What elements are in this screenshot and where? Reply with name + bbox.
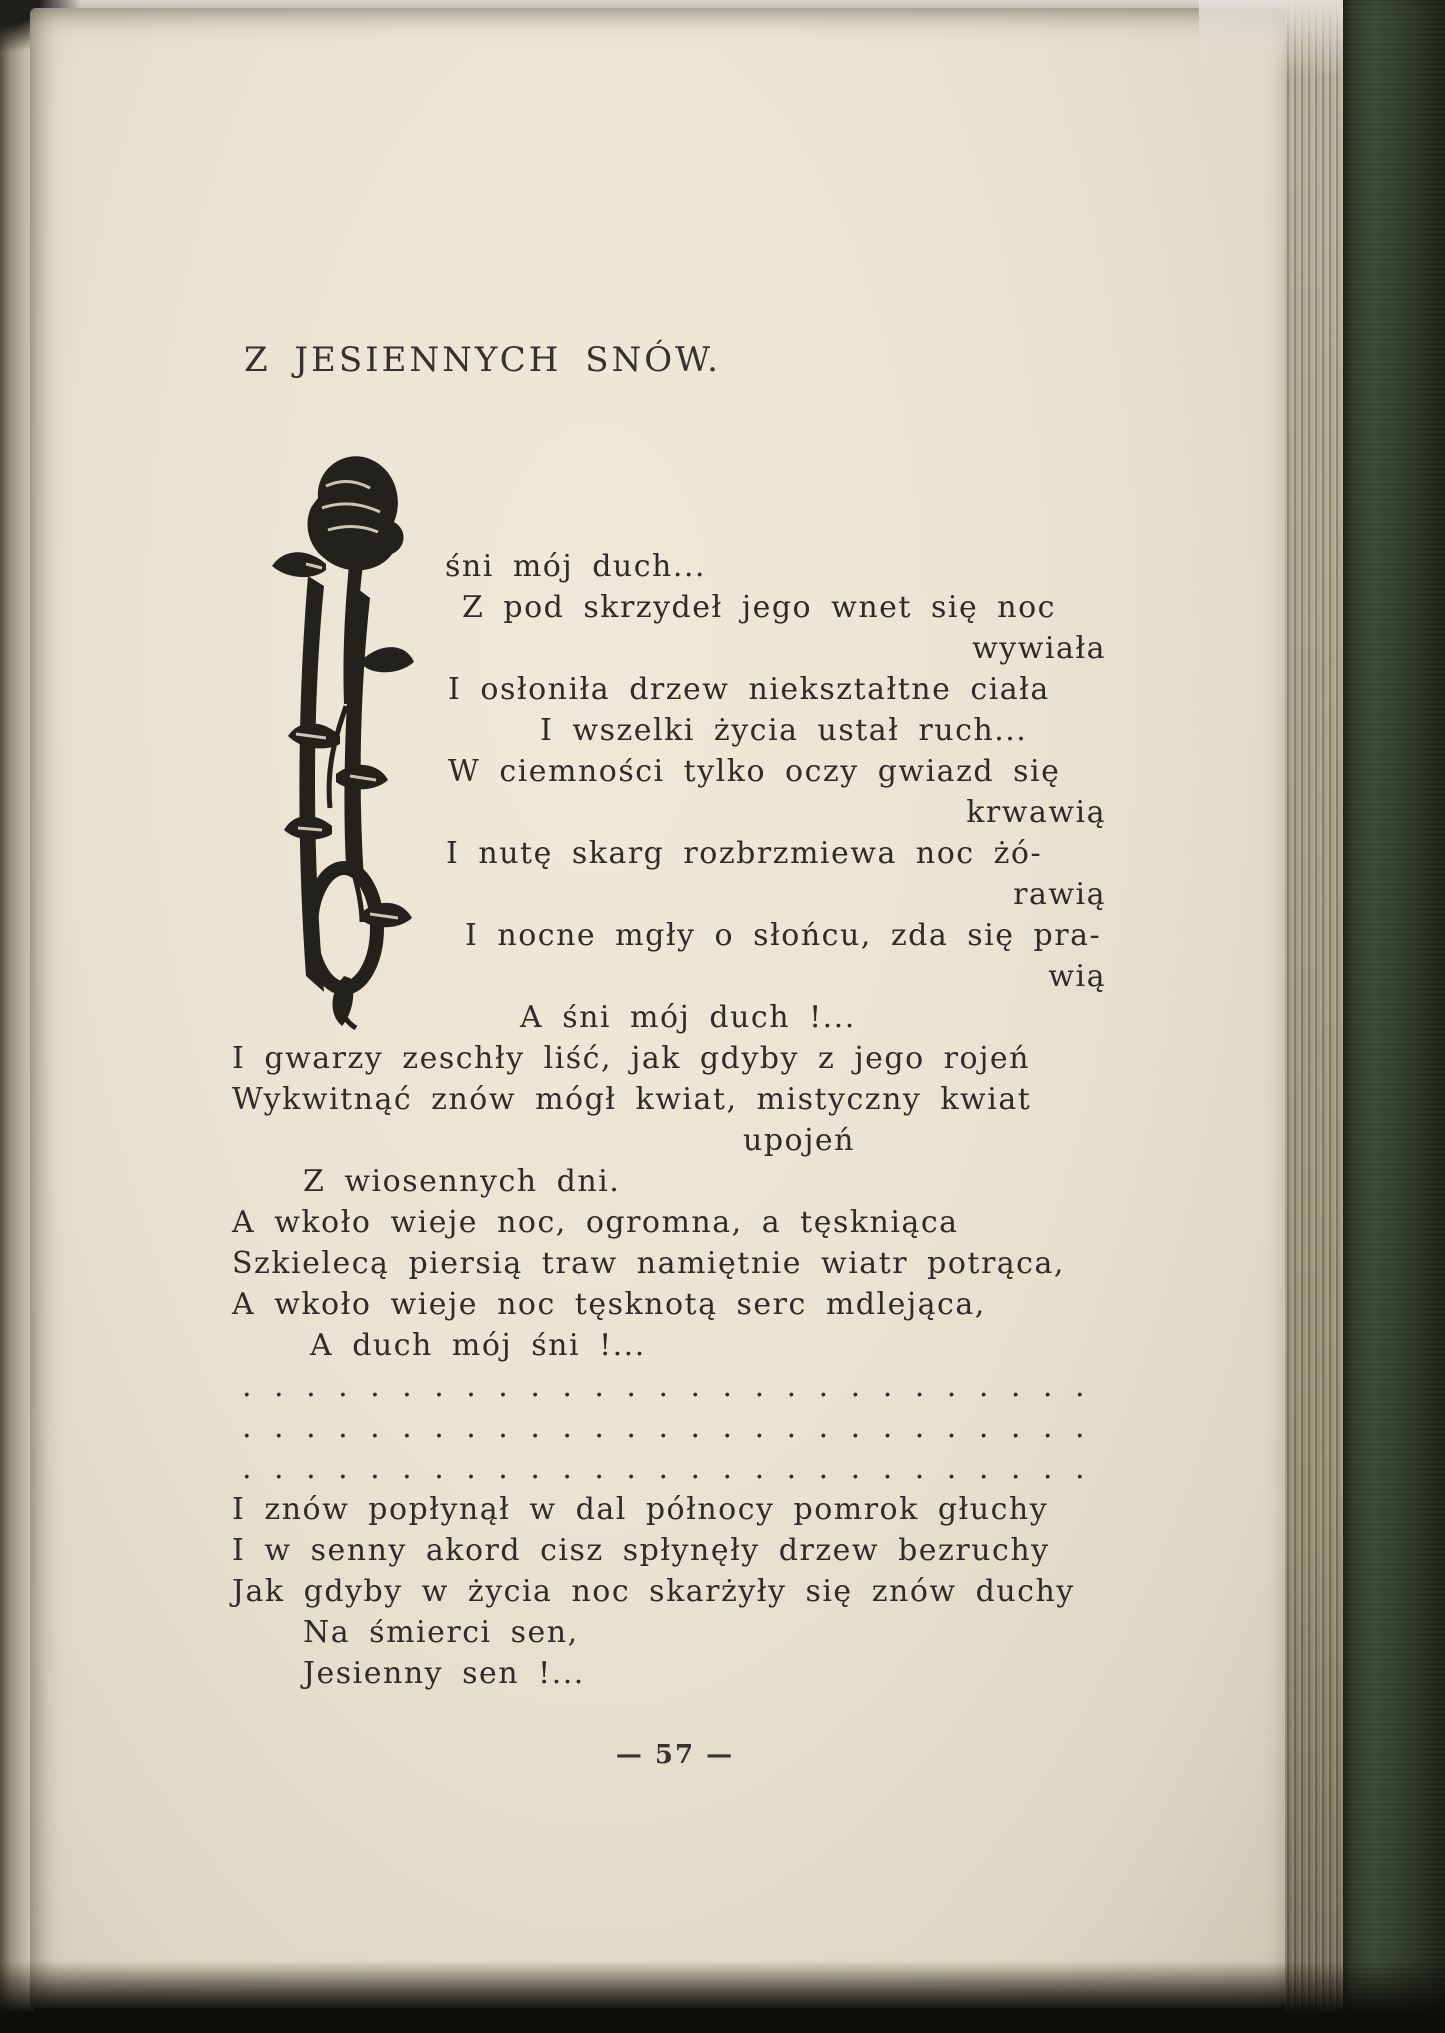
poem-line: Szkielecą piersią traw namiętnie wiatr potrąca, bbox=[232, 1246, 1065, 1281]
book-page bbox=[30, 8, 1292, 2008]
ellipsis-row: ........................... bbox=[242, 1369, 1107, 1404]
page-edges-corner bbox=[1199, 0, 1349, 78]
poem-line: W ciemności tylko oczy gwiazd się bbox=[448, 754, 1061, 789]
page-edges-left bbox=[0, 0, 34, 2033]
bottom-shadow bbox=[0, 1961, 1445, 2033]
poem-line: I nocne mgły o słońcu, zda się pra- bbox=[465, 918, 1102, 953]
poem-line: wią bbox=[1048, 959, 1106, 994]
poem-line: upojeń bbox=[743, 1123, 855, 1158]
poem-line: I w senny akord cisz spłynęły drzew bezruchy bbox=[232, 1533, 1050, 1568]
poem-line: rawią bbox=[1013, 877, 1106, 912]
poem-line: I znów popłynął w dal północy pomrok głuchy bbox=[232, 1492, 1049, 1527]
poem-line: Z wiosennych dni. bbox=[303, 1164, 621, 1199]
poem-line: I nutę skarg rozbrzmiewa noc żó- bbox=[446, 836, 1043, 871]
poem-line: Na śmierci sen, bbox=[303, 1615, 579, 1650]
book-binding bbox=[1343, 0, 1445, 2033]
ellipsis-row: ........................... bbox=[242, 1410, 1107, 1445]
page-number: — 57 — bbox=[615, 1740, 735, 1770]
poem-line: I osłoniła drzew niekształtne ciała bbox=[448, 672, 1050, 707]
poem-line: A wkoło wieje noc, ogromna, a tęskniąca bbox=[232, 1205, 959, 1240]
poem-line: I wszelki życia ustał ruch... bbox=[540, 713, 1028, 748]
poem-line: wywiała bbox=[972, 631, 1106, 666]
poem-line: A duch mój śni !... bbox=[310, 1328, 646, 1363]
poem-line: śni mój duch... bbox=[445, 549, 706, 584]
poem-line: Jesienny sen !... bbox=[303, 1656, 585, 1691]
poem bbox=[228, 546, 1108, 1694]
poem-line: Wykwitnąć znów mógł kwiat, mistyczny kwiat bbox=[232, 1082, 1032, 1117]
page-edges-right bbox=[1285, 0, 1345, 2033]
poem-line: A wkoło wieje noc tęsknotą serc mdlejąca, bbox=[232, 1287, 986, 1322]
ellipsis-row: ........................... bbox=[242, 1451, 1107, 1486]
poem-line: A śni mój duch !... bbox=[520, 1000, 856, 1035]
poem-line: Z pod skrzydeł jego wnet się noc bbox=[462, 590, 1056, 625]
poem-title: Z JESIENNYCH SNÓW. bbox=[244, 340, 721, 380]
poem-line: I gwarzy zeschły liść, jak gdyby z jego rojeń bbox=[232, 1041, 1030, 1076]
poem-line: krwawią bbox=[966, 795, 1106, 830]
poem-line: Jak gdyby w życia noc skarżyły się znów duchy bbox=[232, 1574, 1075, 1609]
